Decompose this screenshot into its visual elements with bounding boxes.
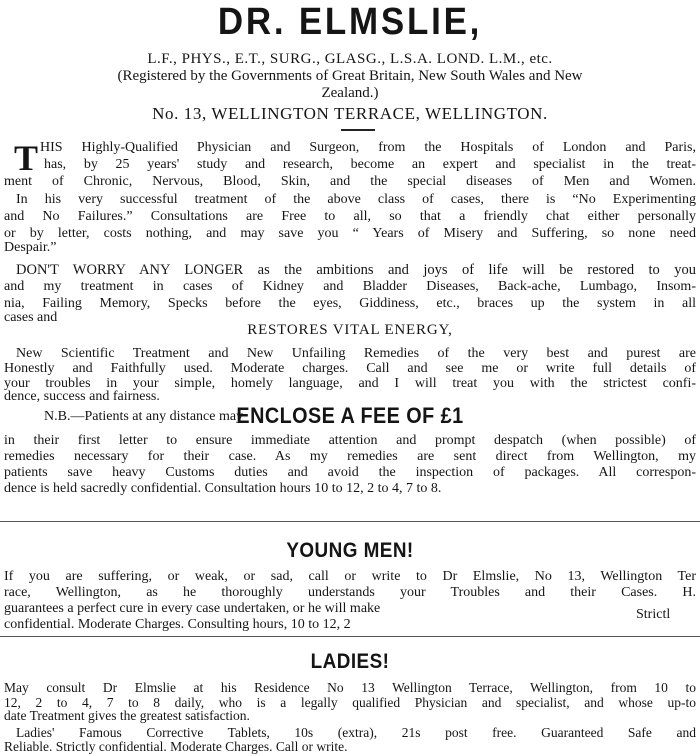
- section-divider: [0, 521, 700, 522]
- ladies-heading: LADIES!: [310, 650, 390, 673]
- worry-line: and my treatment in cases of Kidney and Bladder Diseases, Back-ache, Lumbago, Insom-: [4, 279, 696, 294]
- nb-line: N.B.—Patients at any distance may: [44, 409, 244, 424]
- ladies-line: date Treatment gives the greatest satisfaction.: [4, 708, 250, 723]
- practice-line: In his very successful treatment of the above class of cases, there is “No Experimenting: [16, 192, 696, 207]
- intro-line: HIS Highly-Qualified Physician and Surgeon, from the Hospitals of London and Paris,: [40, 140, 696, 155]
- treatment-line: Honestly and Faithfully used. Moderate charges. Call and see me or write full details of: [4, 361, 696, 376]
- ladies-line: May consult Dr Elmslie at his Residence No 13 Wellington Terrace, Wellington, from 10 to: [4, 680, 696, 695]
- doctor-name-title: DR. ELMSLIE,: [217, 1, 483, 43]
- young-men-line: race, Wellington, as he thoroughly understands your Troubles and their Cases. H.: [4, 585, 696, 600]
- worry-line: DON'T WORRY ANY LONGER as the ambitions and joys of life will be restored to you: [16, 262, 696, 278]
- ladies-line: 12, 2 to 4, 7 to 8 daily, who is a legally qualified Physician and specialist, and whose up-to: [4, 695, 696, 710]
- treatment-line: New Scientific Treatment and New Unfailing Remedies of the very best and purest are: [16, 346, 696, 361]
- header-divider: [341, 129, 375, 131]
- treatment-line: your troubles in your simple, homely language, and I will treat you with the strictest confi-: [4, 376, 696, 391]
- practice-line: Despair.”: [4, 240, 57, 255]
- intro-line: has, by 25 years' study and research, become an expert and specialist in the treat-: [44, 157, 696, 172]
- practice-line: or by letter, costs nothing, and may save you “ Years of Misery and Suffering, so none need: [4, 226, 696, 241]
- tablets-line: Ladies' Famous Corrective Tablets, 10s (extra), 21s post free. Guaranteed Safe and: [16, 725, 696, 740]
- restores-heading: RESTORES VITAL ENERGY,: [247, 322, 453, 338]
- fee-body-line: remedies necessary for their case. As my remedies are sent direct from Wellington, my: [4, 449, 696, 464]
- drop-cap: T: [14, 138, 39, 178]
- young-men-line: If you are suffering, or weak, or sad, call or write to Dr Elmslie, No 13, Wellington Ter: [4, 569, 696, 584]
- fee-body-line: in their first letter to ensure immediate attention and prompt despatch (when possible) of: [4, 433, 696, 448]
- young-men-line: Strictl: [636, 607, 671, 622]
- registration-line-2: Zealand.): [321, 85, 379, 101]
- qualifications-line: L.F., PHYS., E.T., SURG., GLASG., L.S.A. LOND. L.M., etc.: [147, 51, 553, 67]
- fee-body-line: patients save heavy Customs duties and avoid the inspection of packages. All correspon-: [4, 465, 696, 480]
- worry-line: nia, Failing Memory, Specks before the eyes, Giddiness, etc., braces up the system in all: [4, 296, 696, 311]
- fee-heading: ENCLOSE A FEE OF £1: [236, 403, 464, 428]
- young-men-line: confidential. Moderate Charges. Consulting hours, 10 to 12, 2: [4, 617, 351, 632]
- young-men-line: guarantees a perfect cure in every case undertaken, or he will make: [4, 601, 381, 616]
- intro-line: ment of Chronic, Nervous, Blood, Skin, and the special diseases of Men and Women.: [4, 174, 696, 189]
- young-men-heading: YOUNG MEN!: [286, 539, 414, 562]
- tablets-line: Reliable. Strictly confidential. Moderate Charges. Call or write.: [4, 739, 348, 754]
- worry-line: cases and: [4, 310, 58, 325]
- section-divider: [0, 636, 700, 637]
- fee-body-line: dence is held sacredly confidential. Consultation hours 10 to 12, 2 to 4, 7 to 8.: [4, 481, 442, 496]
- treatment-line: dence, success and fairness.: [4, 389, 160, 404]
- registration-line-1: (Registered by the Governments of Great Britain, New South Wales and New: [117, 68, 583, 84]
- practice-line: and No Failures.” Consultations are Free to all, so that a friendly chat either personally: [4, 209, 696, 224]
- address-line: No. 13, WELLINGTON TERRACE, WELLINGTON.: [152, 104, 548, 123]
